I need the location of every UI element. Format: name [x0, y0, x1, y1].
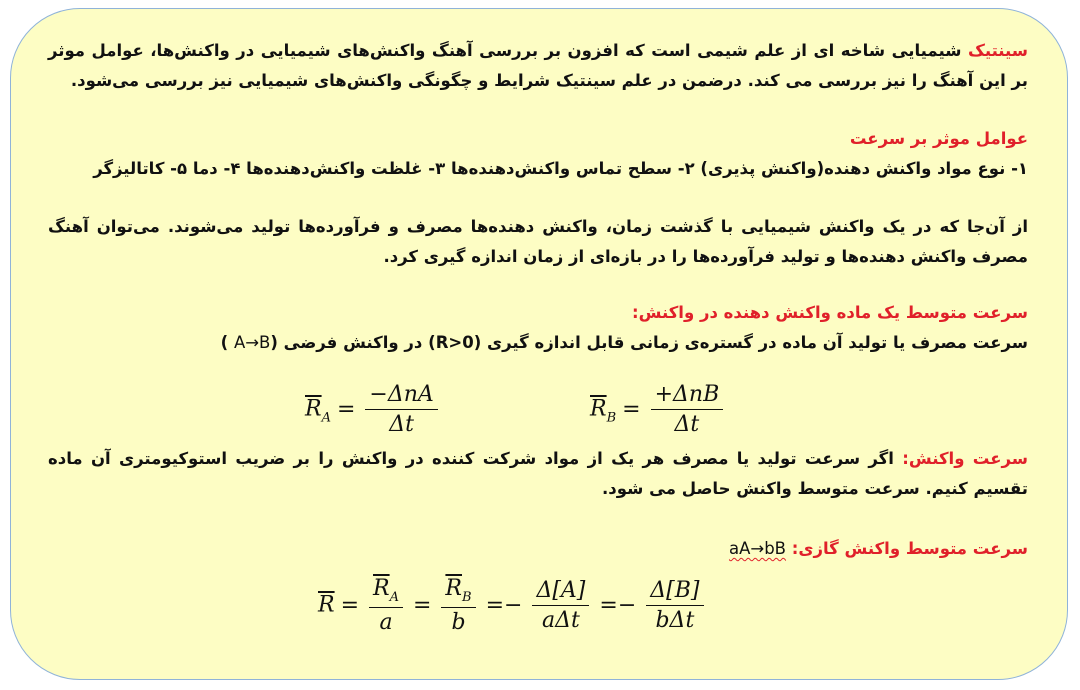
frac-ra-den: a [379, 610, 393, 635]
general-frac-db [646, 578, 703, 633]
frac-db-num: Δ[B] [646, 578, 703, 606]
equals-minus: =− [485, 592, 523, 618]
gas-reaction-equation: aA→bB [728, 539, 787, 558]
equals-sign: = [412, 592, 432, 618]
general-r: $\overline{R}$ [318, 592, 335, 618]
reaction-rate-heading: سرعت واکنش: [902, 449, 1029, 468]
equals-sign: = [336, 396, 356, 422]
ra-sub: A [389, 590, 399, 605]
formula-general [318, 576, 708, 635]
ra-symbol: $\overline{R}$ [373, 576, 390, 601]
formula-a-denominator: Δt [389, 412, 414, 437]
formula-rate-b [590, 382, 727, 437]
intro-text: شیمیایی شاخه ای از علم شیمی است که افزون بر بررسی آهنگ واکنش‌های شیمیایی در واکنش‌ها، عوامل موثر بر این آهنگ را نیز بررسی می کند. درضمن در علم سینتیک شرایط و چگونگی واکنش‌های شیمیایی نیز بررسی می‌شود. [48, 41, 1028, 90]
formula-a-fraction [365, 382, 437, 437]
kinetics-term: سینتیک [967, 41, 1028, 60]
formula-b-fraction [651, 382, 724, 437]
formula-a-numerator: −ΔnA [365, 382, 437, 410]
frac-ra-num [369, 576, 403, 608]
frac-rb-den: b [451, 610, 466, 635]
formula-a-r: $\overline{R}$ [305, 396, 322, 422]
formula-rate-a [305, 382, 442, 437]
rb-symbol: $\overline{R}$ [445, 576, 462, 601]
general-frac-ra [369, 576, 403, 635]
frac-da-num: Δ[A] [532, 578, 589, 606]
average-rate-heading: سرعت متوسط یک ماده واکنش دهنده در واکنش: [632, 303, 1028, 322]
formula-b-r: $\overline{R}$ [590, 396, 607, 422]
average-rate-text [48, 328, 1028, 358]
factors-paragraph: از آن‌جا که در یک واکنش شیمیایی با گذشت زمان، واکنش دهنده‌ها مصرف و فرآورده‌ها تولید می‌شوند. می‌توان آهنگ مصرف واکنش دهنده‌ها و تولید فرآورده‌ها را در بازه‌ای از زمان اندازه گیری کرد. [48, 217, 1028, 266]
general-frac-rb [441, 576, 475, 635]
equals-sign: = [622, 396, 641, 422]
reaction-ab: A→B [233, 333, 271, 352]
frac-da-den: aΔt [541, 608, 580, 633]
factors-heading: عوامل موثر بر سرعت [849, 129, 1028, 148]
general-frac-da [532, 578, 589, 633]
factors-list: ۱- نوع مواد واکنش دهنده(واکنش پذیری) ۲- سطح تماس واکنش‌دهنده‌ها ۳- غلظت واکنش‌دهنده‌ها ۴- دما ۵- کاتالیزگر [93, 159, 1028, 178]
average-rate-desc: سرعت مصرف یا تولید آن ماده در گستره‌ی زمانی قابل اندازه گیری (R>0) در واکنش فرضی ( [270, 333, 1028, 352]
formula-b-numerator: +ΔnB [651, 382, 724, 410]
rb-sub: B [462, 590, 472, 605]
formula-b-denominator: Δt [674, 412, 700, 437]
formula-a-sub: A [321, 410, 331, 426]
reaction-rate-paragraph [48, 444, 1028, 504]
frac-rb-num [441, 576, 475, 608]
gas-reaction-line [48, 534, 1028, 564]
reaction-rate-text: اگر سرعت تولید یا مصرف هر یک از مواد شرکت کننده در واکنش را بر ضریب استوکیومتری آن ماده تقسیم کنیم. سرعت متوسط واکنش حاصل می شود. [48, 449, 1028, 498]
gas-reaction-heading: سرعت متوسط واکنش گازی: [791, 539, 1028, 558]
equals-minus: =− [599, 592, 637, 618]
equals-sign: = [340, 592, 360, 618]
average-rate-close: ) [220, 333, 234, 352]
frac-db-den: bΔt [655, 608, 695, 633]
formula-b-sub: B [606, 410, 617, 426]
intro-paragraph [48, 36, 1028, 96]
